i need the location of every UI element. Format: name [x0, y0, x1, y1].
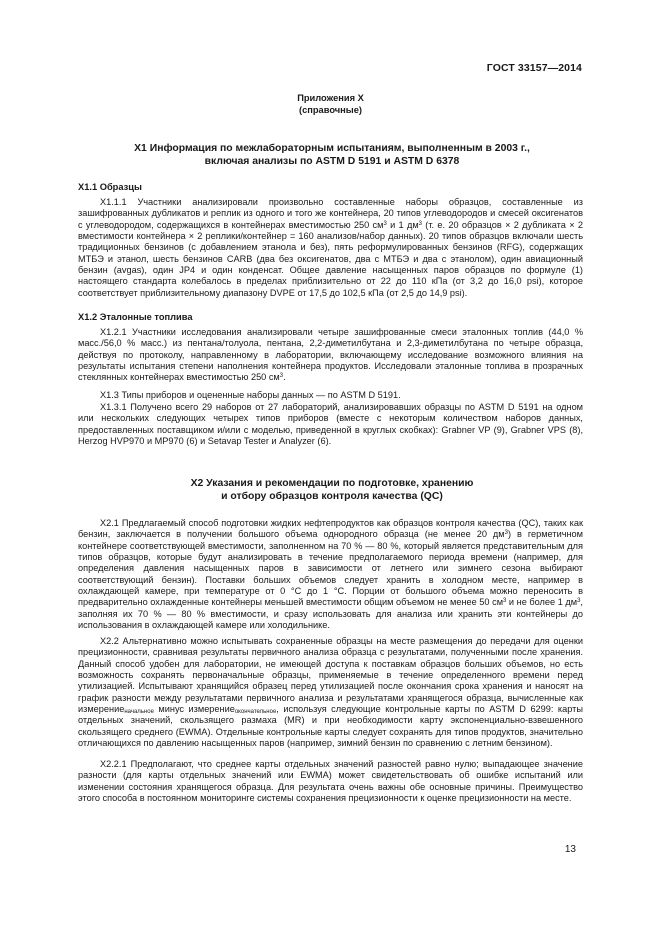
- paragraph-x1-3-1: [78, 402, 583, 447]
- appendix-title: Приложения Х: [297, 93, 364, 103]
- section-x1-title-line-1: Х1 Информация по межлабораторным испытаниям, выполненным в 2003 г.,: [134, 143, 530, 154]
- paragraph-x1-2-1-text: Х1.2.1 Участники исследования анализировали четыре зашифрованные смеси эталонных топлив (44,0 % масс./56,0 % масс.) из пентана/толуола, пентана, 2,2-диметилбутана и 2,3-диметилбутана по четыре образца, действуя по протоколу, направленному в лаборатории, включающему исследование возможного влияния на результаты испытания степени наполнения контейнера продуктов. Исследовали эталонные топлива в прозрачных стеклянных контейнерах вместимостью 250 см: [78, 327, 583, 383]
- paragraph-x2-1-text-b: ) в герметичном контейнере соответствующей вместимости, заполненном на 70 % — 80 %, который является представительным для типов образцов, которые будут анализировать в течение предполагаемого периода времени (например, для определения давления насыщенных паров в зависимости от летнего или зимнего сезона выбирают соответствующий бензин). Поставки больших объемов следует хранить в холодном месте, например в охлаждающей камере, при температуре от 0 °С до 1 °С. Порции от большого объема можно переносить в предварительно охлажденные контейнеры меньшей вместимости общим объемом не менее 50 см: [78, 529, 583, 608]
- subsection-x1-2-title: Х1.2 Эталонные топлива: [78, 312, 193, 322]
- paragraph-x2-1-text-d: , заполняя их 70 % — 80 % вместимости, и сразу использовать для анализа или хранить эти контейнеры до использования в охлаждающей камере или холодильнике.: [78, 597, 583, 631]
- subscript: окончательное: [234, 709, 277, 716]
- paragraph-x1-1-1-text-a: Х1.1.1 Участники анализировали произвольно составленные наборы образцов, составленные из зашифрованных дубликатов и реплик из одного и того же контейнера, 20 типов углеводородов и смесей оксигенатов с углеводородом, содержащихся в контейнерах вместимостью 250 см: [78, 197, 583, 230]
- paragraph-x2-2-1: [78, 759, 583, 804]
- superscript: 3: [383, 220, 387, 227]
- document-id: ГОСТ 33157—2014: [486, 62, 582, 74]
- section-x2-title-line-1: Х2 Указания и рекомендации по подготовке, хранению: [190, 478, 474, 489]
- paragraph-x1-2-1-end: .: [283, 372, 286, 383]
- paragraph-x2-2-1-text: Х2.2.1 Предполагают, что среднее карты отдельных значений разностей равно нулю; выпадающее значение разности (для карты отдельных значений или EWMA) может свидетельствовать об ошибке испытаний или изменении состояния хранящегося образца. Для результата очень важны обе основные причины. Преимущество этого способа в постоянном мониторинге системы сохранения прецизионности к оценке прецизионности на месте.: [78, 759, 583, 804]
- section-x1-title-line-2: включая анализы по ASTM D 5191 и ASTM D 6378: [204, 155, 460, 167]
- paragraph-x1-3-text: Х1.3 Типы приборов и оцененные наборы данных — по ASTM D 5191.: [100, 390, 401, 400]
- paragraph-x2-1: [78, 518, 583, 631]
- paragraph-x2-2-text-b: минус измерение: [153, 704, 235, 715]
- section-x1-title: [80, 143, 584, 168]
- paragraph-x2-2: [78, 636, 583, 749]
- appendix-subtitle: (справочные): [299, 104, 362, 115]
- paragraph-x1-1-1-text-c: (т. е. 20 образцов × 2 дубликата × 2 вместимости контейнера × 2 реплики/контейнер = 160 анализов/набор данных). 20 типов образцов включали шесть традиционных бензинов (с добавлением этанола и без), пять реформулированных бензинов (RFG), содержащих МТБЭ и этанол, шесть бензинов CARB (два без оксигенатов, два с МТБЭ и два с этанолом), один авиационный бензин (avgas), один JP4 и один конденсат. Общее давление насыщенных паров образцов по формуле (1) настоящего стандарта колебалось в пределах приблизительно от 22 до 110 кПа (от 3,2 до 16,0 psi), которое соответствует приблизительному диапазону DVPE от 17,5 до 102,5 кПа (от 2,5 до 14,9 psi).: [78, 219, 583, 298]
- appendix-heading: [0, 93, 661, 116]
- paragraph-x1-3: [78, 390, 583, 401]
- paragraph-x2-2-text-c: , используя следующие контрольные карты по ASTM D 6299: карты отдельных значений, скользящего размаха (MR) и при необходимости карту экспоненциально-взвешенного скользящего среднего (EWMA). Отдельные контрольные карты следует сохранять для типов продуктов, значительно отличающихся по давлению насыщенных паров (например, зимний бензин по сравнению с летним бензином).: [78, 704, 583, 749]
- superscript: 3: [503, 598, 507, 605]
- subscript: начальное: [124, 709, 154, 716]
- section-x2-title: [80, 478, 584, 503]
- superscript: 3: [418, 220, 422, 227]
- paragraph-x2-1-text-a: Х2.1 Предлагаемый способ подготовки жидких нефтепродуктов как образцов контроля качества (QC), таких как бензин, заключается в получении большого объема однородного образца (не менее 20 дм: [78, 518, 583, 540]
- subsection-x1-1-title: Х1.1 Образцы: [78, 182, 142, 192]
- section-x2-title-line-2: и отбору образцов контроля качества (QC): [221, 490, 443, 502]
- paragraph-x1-1-1-text-b: и 1 дм: [386, 219, 419, 230]
- superscript: 3: [279, 373, 284, 380]
- superscript: 3: [504, 530, 508, 537]
- paragraph-x1-1-1: [78, 197, 583, 299]
- paragraph-x2-1-text-c: и не более 1 дм: [506, 597, 578, 608]
- paragraph-x1-3-1-text: Х1.3.1 Получено всего 29 наборов от 27 лабораторий, анализировавших образцы по ASTM D 5191 на одном или нескольких следующих четырех типов приборов (вместе с некоторым количеством наборов данных, предоставленных поставщиком и/или с моделью, приведенной в круглых скобках): Grabner VP (9), Grabner VPS (8), Herzog HVP970 и MP970 (6) и Setavap Tester и Analyzer (6).: [78, 402, 583, 447]
- superscript: 3: [577, 598, 581, 605]
- page-number: 13: [564, 844, 576, 855]
- paragraph-x2-2-text-a: Х2.2 Альтернативно можно испытывать сохраненные образцы на месте размещения до передачи для оценки прецизионности, сравнивая результаты первичного анализа образца с результатами, полученными после хранения. Данный способ удобен для лаборатории, не имеющей доступа к поставкам образцов больших объемов, но есть возможность сохранять первоначальные образцы, применяемые в течение определенного времени перед утилизацией. Испытывают хранящийся образец перед утилизацией после окончания срока хранения и наносят на график разности между результатами первичного анализа и результатами хранящегося образца, вычисленные как измерение: [78, 636, 583, 715]
- paragraph-x1-2-1: [78, 327, 583, 384]
